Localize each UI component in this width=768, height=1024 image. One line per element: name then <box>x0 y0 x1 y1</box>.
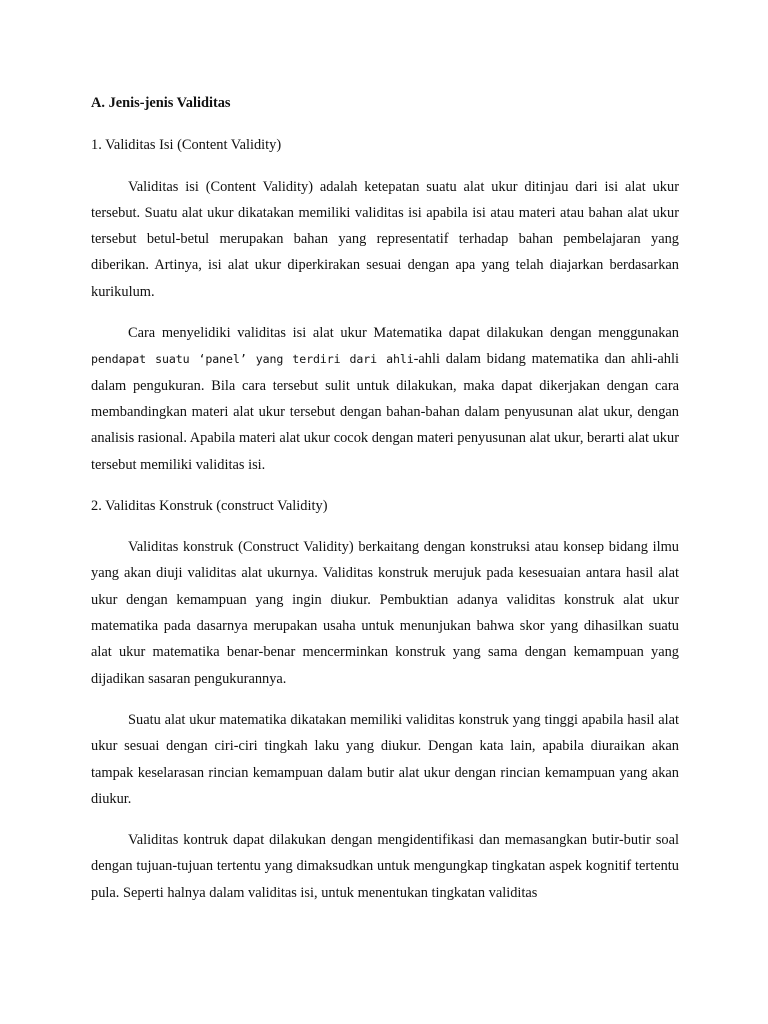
document-body <box>91 90 679 906</box>
paragraph-text: Cara menyelidiki validitas isi alat ukur Matematika dapat dilakukan dengan menggunakan <box>128 325 679 342</box>
paragraph-content-validity-method <box>91 320 679 478</box>
paragraph-content-validity-definition: Validitas isi (Content Validity) adalah ketepatan suatu alat ukur ditinjau dari isi alat ukur tersebut. Suatu alat ukur dikatakan memiliki validitas isi apabila isi atau materi atau bahan alat ukur tersebut betul-betul merupakan bahan yang representatif terhadap bahan pembelajaran yang diberikan. Artinya, isi alat ukur diperkirakan sesuai dengan apa yang telah diajarkan berdasarkan kurikulum. <box>91 178 679 300</box>
subsection-title-construct-validity: 2. Validitas Konstruk (construct Validity) <box>91 497 328 514</box>
paragraph-construct-validity-definition: Validitas konstruk (Construct Validity) berkaitang dengan konstruksi atau konsep bidang ilmu yang akan diuji validitas alat ukurnya. Validitas konstruk merujuk pada kesesuaian antara hasil alat ukur dengan kemampuan yang ingin diukur. Pembuktian adanya validitas konstruk alat ukur matematika pada dasarnya merupakan usaha untuk menunjukan bahwa skor yang dihasilkan suatu alat ukur matematika benar-benar mencerminkan konstruk yang sama dengan kemampuan yang dijadikan sasaran pengukurannya. <box>91 539 679 687</box>
subsection-title-content-validity: 1. Validitas Isi (Content Validity) <box>91 137 282 154</box>
paragraph-construct-validity-method: Validitas kontruk dapat dilakukan dengan mengidentifikasi dan memasangkan butir-butir soal dengan tujuan-tujuan tertentu yang dimaksudkan untuk mengungkap tingkatan aspek kognitif tertentu pula. Seperti halnya dalam validitas isi, untuk menentukan tingkatan validitas <box>91 832 679 901</box>
paragraph-text-mono: pendapat suatu ‘panel’ yang terdiri dari ahli <box>91 352 414 367</box>
paragraph-construct-validity-high: Suatu alat ukur matematika dikatakan memiliki validitas konstruk yang tinggi apabila hasil alat ukur sesuai dengan ciri-ciri tingkah laku yang diukur. Dengan kata lain, apabila diuraikan akan tampak keselarasan rincian kemampuan dalam butir alat ukur dengan rincian kemampuan yang akan diukur. <box>91 711 679 807</box>
paragraph-text: -ahli dalam bidang matematika dan ahli-ahli dalam pengukuran. Bila cara tersebut sulit untuk dilakukan, maka dapat dikerjakan dengan cara membandingkan materi alat ukur tersebut dengan bahan-bahan dalam penyusunan alat ukur, dengan analisis rasional. Apabila materi alat ukur cocok dengan materi penyusunan alat ukur, berarti alat ukur tersebut memiliki validitas isi. <box>91 351 679 473</box>
section-heading: A. Jenis-jenis Validitas <box>91 95 231 111</box>
